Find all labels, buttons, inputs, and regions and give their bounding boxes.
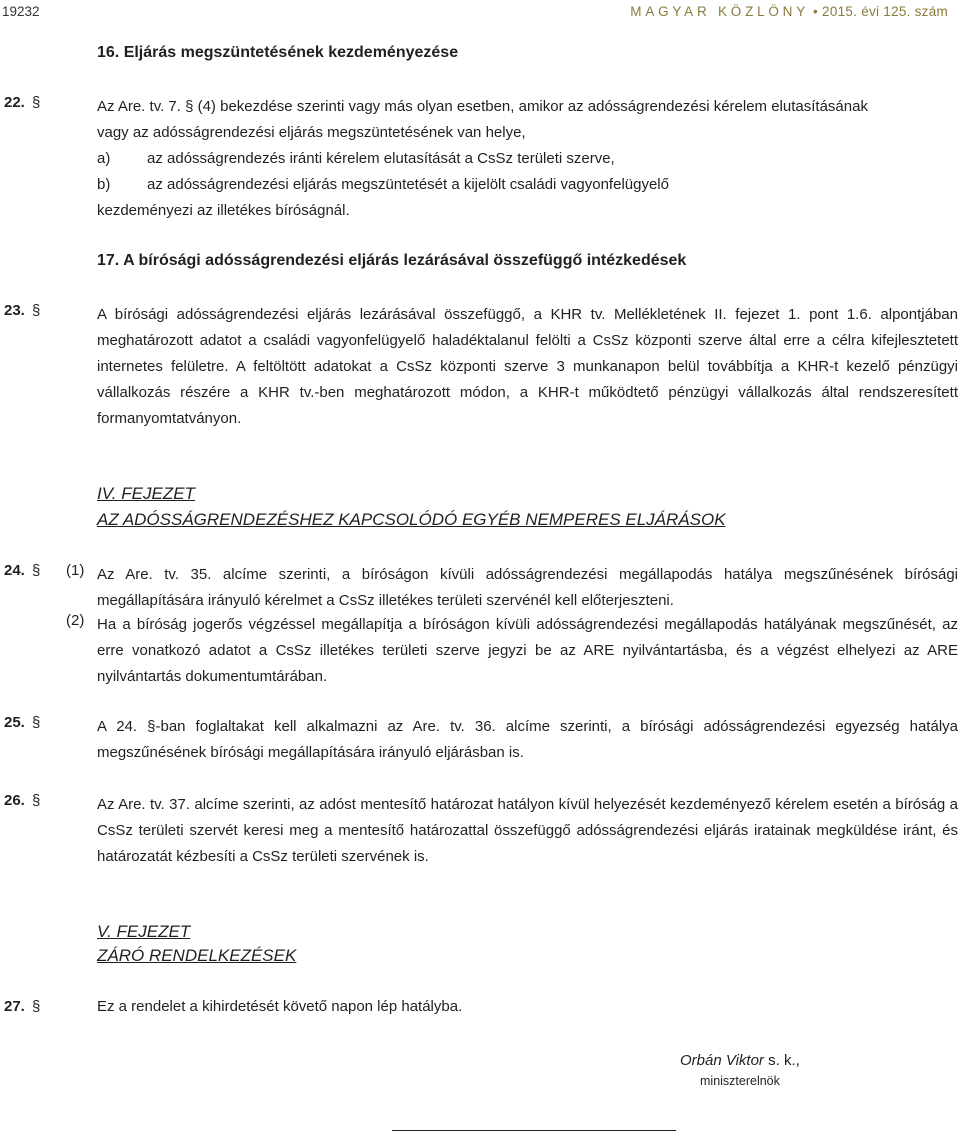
paragraph-22-intro-line2: vagy az adósságrendezési eljárás megszüntetésének van helye, [97,124,526,141]
subsection-1-text: Az Are. tv. 35. alcíme szerinti, a bíróságon kívüli adósságrendezési megállapodás hatálya megszűnésének bírósági megállapítására irányuló kérelmet a CsSz illetékes területi szervénél kell előterjeszteni. [97,566,958,609]
signature-suffix: s. k., [763,1052,800,1069]
paragraph-sign: § [32,302,41,319]
point-b-label: b) [97,176,111,193]
paragraph-24-number: 24. [4,562,25,579]
paragraph-27-number: 27. [4,998,25,1015]
chapter-4-number: IV. FEJEZET [97,484,195,503]
paragraph-26-number: 26. [4,792,25,809]
paragraph-sign: § [32,714,41,731]
paragraph-22-closing: kezdeményezi az illetékes bíróságnál. [97,202,350,219]
footer-divider [392,1130,676,1131]
paragraph-sign: § [32,94,41,111]
paragraph-sign: § [32,998,41,1015]
signatory-name: Orbán Viktor [680,1052,764,1069]
point-b-text: az adósságrendezési eljárás megszüntetését a kijelölt családi vagyonfelügyelő [147,176,669,193]
subsection-2-text: Ha a bíróság jogerős végzéssel megállapítja a bíróságon kívüli adósságrendezési megállapodás hatályának megszűnését, az erre vonatkozó adatot a CsSz illetékes területi szerve jegyzi be az ARE nyilvántartásba, és a végzést elhelyezi az ARE nyilvántartás dokumentumtárában. [97,616,958,685]
subsection-1-label: (1) [66,562,85,579]
publication-name: MAGYAR KÖZLÖNY [630,4,809,19]
paragraph-22-intro-line1: Az Are. tv. 7. § (4) bekezdése szerinti vagy más olyan esetben, amikor az adósságrendezési kérelem elutasításának [97,98,868,115]
paragraph-26-text: Az Are. tv. 37. alcíme szerinti, az adóst mentesítő határozat hatályon kívül helyezését kezdeményező kérelem esetén a bíróság a CsSz területi szervét keresi meg a mentesítő határozattal összefüggő adósságrendezési eljárás iratainak megküldése iránt, és határozatát kézbesíti a CsSz területi szervének is. [97,796,958,865]
point-a-text: az adósságrendezés iránti kérelem elutasítását a CsSz területi szerve, [147,150,615,167]
issue-info: • 2015. évi 125. szám [813,4,948,19]
subsection-2-label: (2) [66,612,85,629]
signature [680,1052,815,1069]
signatory-role: miniszterelnök [700,1074,780,1088]
chapter-5-number: V. FEJEZET [97,922,191,941]
paragraph-sign: § [32,562,41,579]
paragraph-23-text: A bírósági adósságrendezési eljárás lezárásával összefüggő, a KHR tv. Mellékletének II. fejezet 1. pont 1.6. alpontjában meghatározott adatot a családi vagyonfelügyelő haladéktalanul felölti a CsSz központi szerve által erre a célra kifejlesztetett internetes felületre. A feltöltött adatokat a CsSz központi szerve 3 munkanapon belül továbbítja a KHR-t kezelő pénzügyi vállalkozás részére a KHR tv.-ben meghatározott módon, a KHR-t működtető pénzügyi vállalkozás által rendszeresített formanyomtatványon. [97,306,958,427]
section-17-title: 17. A bírósági adósságrendezési eljárás lezárásával összefüggő intézkedések [97,252,687,269]
paragraph-25-number: 25. [4,714,25,731]
chapter-4-title: AZ ADÓSSÁGRENDEZÉSHEZ KAPCSOLÓDÓ EGYÉB NEMPERES ELJÁRÁSOK [97,510,726,529]
paragraph-22-number: 22. [4,94,25,111]
chapter-5-title: ZÁRÓ RENDELKEZÉSEK [97,946,297,965]
point-a-label: a) [97,150,111,167]
running-header [630,4,948,19]
section-16-title: 16. Eljárás megszüntetésének kezdeményezése [97,44,459,61]
page-number: 19232 [2,4,40,19]
paragraph-27-text: Ez a rendelet a kihirdetését követő napon lép hatályba. [97,998,463,1015]
paragraph-25-text: A 24. §-ban foglaltakat kell alkalmazni az Are. tv. 36. alcíme szerinti, a bírósági adósságrendezési egyezség hatálya megszűnésének bírósági megállapítására irányuló eljárásban is. [97,718,958,761]
paragraph-23-number: 23. [4,302,25,319]
paragraph-sign: § [32,792,41,809]
